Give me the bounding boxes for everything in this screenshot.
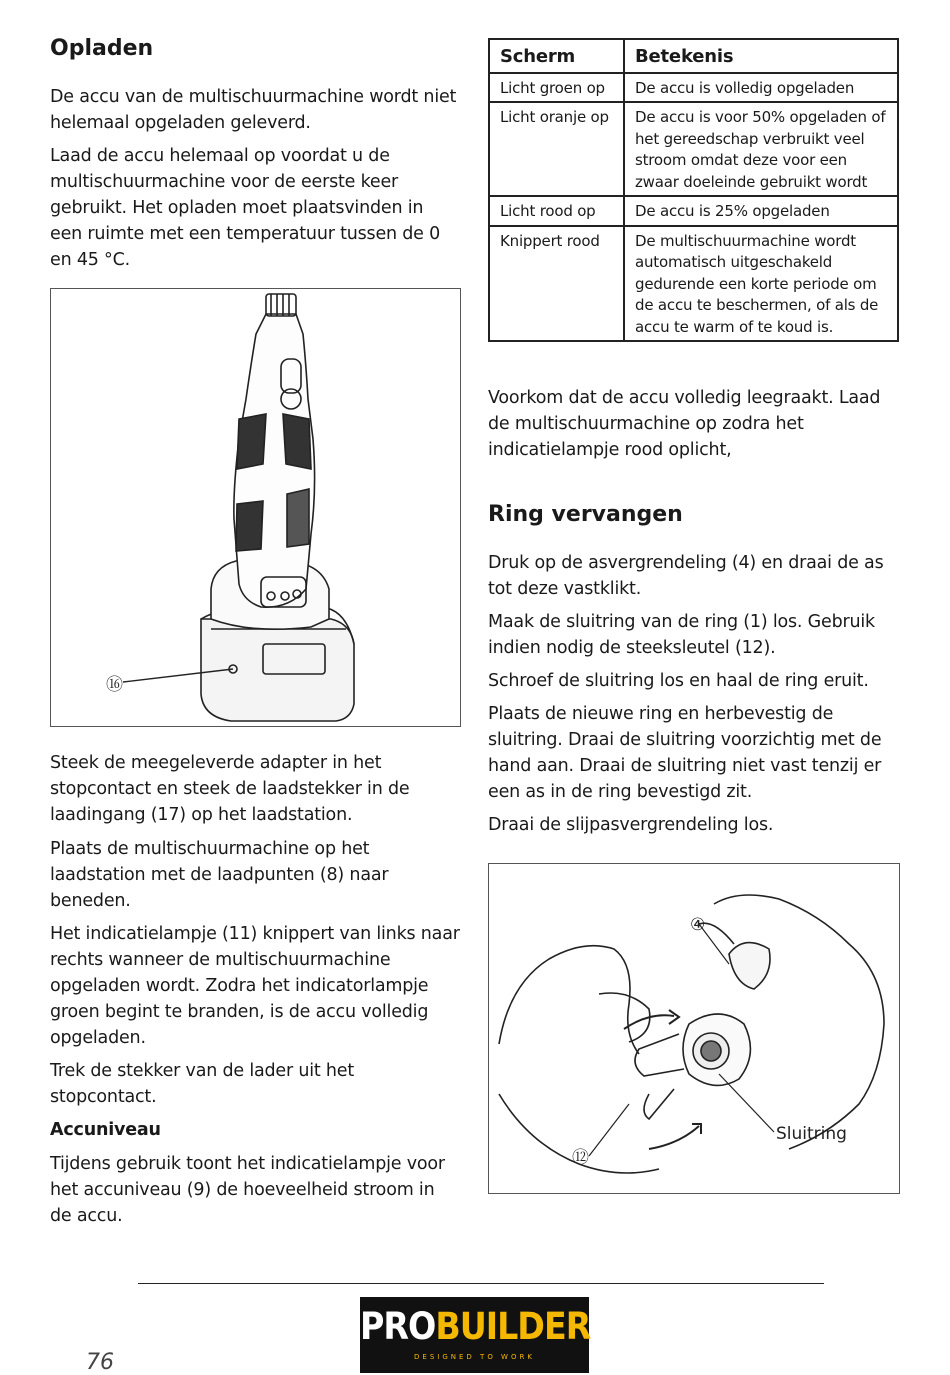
figure-charging-station — [50, 288, 461, 727]
table-cell: De accu is 25% opgeladen — [624, 196, 898, 226]
table-header-scherm: Scherm — [489, 39, 624, 73]
table-cell: Licht groen op — [489, 73, 624, 103]
indicator-table — [488, 38, 899, 342]
table-row — [489, 102, 898, 196]
logo-wordmark — [360, 1305, 589, 1348]
subheading-accuniveau: Accuniveau — [50, 1120, 161, 1140]
logo-builder: BUILDER — [435, 1305, 591, 1348]
table-cell: De accu is volledig opgeladen — [624, 73, 898, 103]
probuilder-logo — [360, 1297, 589, 1373]
paragraph-2: Laad de accu helemaal op voordat u de multischuurmachine voor de eerste keer gebruikt. Het opladen moet plaatsvinden in een ruimte met een temperatuur tussen de 0 en 45 °C. — [50, 146, 441, 270]
table-row — [489, 226, 898, 342]
paragraph-r2: Maak de sluitring van de ring (1) los. Gebruik indien nodig de steeksleutel (12). — [488, 612, 875, 658]
ring-replacement-illustration — [489, 864, 899, 1193]
page-number: 76 — [86, 1350, 114, 1375]
table-cell: Licht oranje op — [489, 102, 624, 196]
paragraph-r3: Schroef de sluitring los en haal de ring eruit. — [488, 671, 869, 691]
logo-tagline: DESIGNED TO WORK — [414, 1353, 535, 1361]
footer-divider — [138, 1283, 824, 1284]
charging-station-illustration — [51, 289, 460, 726]
paragraph-r4: Plaats de nieuwe ring en herbevestig de sluitring. Draai de sluitring voorzichtig met de hand aan. Draai de sluitring niet vast tenzij er een as in de ring bevestigd zit. — [488, 704, 882, 802]
logo-pro: PRO — [360, 1305, 436, 1348]
table-header-row — [489, 39, 898, 73]
label-sluitring: Sluitring — [776, 1124, 847, 1144]
paragraph-5: Het indicatielampje (11) knippert van links naar rechts wanneer de multischuurmachine opgeladen wordt. Zodra het indicatorlampje groen begint te branden, is de accu volledig opgeladen. — [50, 924, 460, 1048]
table-row — [489, 73, 898, 103]
paragraph-r1: Druk op de asvergrendeling (4) en draai de as tot deze vastklikt. — [488, 553, 884, 599]
table-cell: Knippert rood — [489, 226, 624, 342]
heading-ring-vervangen: Ring vervangen — [488, 502, 683, 527]
paragraph-7: Tijdens gebruik toont het indicatielampje voor het accuniveau (9) de hoeveelheid stroom in de accu. — [50, 1154, 445, 1226]
paragraph-6: Trek de stekker van de lader uit het stopcontact. — [50, 1061, 355, 1107]
callout-4: ④ — [690, 915, 706, 935]
table-cell: De accu is voor 50% opgeladen of het gereedschap verbruikt veel stroom omdat deze voor een zwaar doeleinde gebruikt wordt — [624, 102, 898, 196]
paragraph-after-table: Voorkom dat de accu volledig leegraakt. Laad de multischuurmachine op zodra het indicatielampje rood oplicht, — [488, 388, 881, 460]
figure-ring-replacement — [488, 863, 900, 1194]
table-cell: De multischuurmachine wordt automatisch uitgeschakeld gedurende een korte periode om de accu te beschermen, of als de accu te warm of te koud is. — [624, 226, 898, 342]
paragraph-r5: Draai de slijpasvergrendeling los. — [488, 815, 774, 835]
paragraph-1: De accu van de multischuurmachine wordt niet helemaal opgeladen geleverd. — [50, 87, 457, 133]
heading-opladen: Opladen — [50, 36, 154, 61]
table-cell: Licht rood op — [489, 196, 624, 226]
callout-12: ⑫ — [572, 1148, 589, 1168]
table-header-betekenis: Betekenis — [624, 39, 898, 73]
paragraph-3: Steek de meegeleverde adapter in het stopcontact en steek de laadstekker in de laadingang (17) op het laadstation. — [50, 753, 410, 825]
paragraph-4: Plaats de multischuurmachine op het laadstation met de laadpunten (8) naar beneden. — [50, 839, 389, 911]
callout-16: ⑯ — [106, 675, 123, 695]
table-row — [489, 196, 898, 226]
